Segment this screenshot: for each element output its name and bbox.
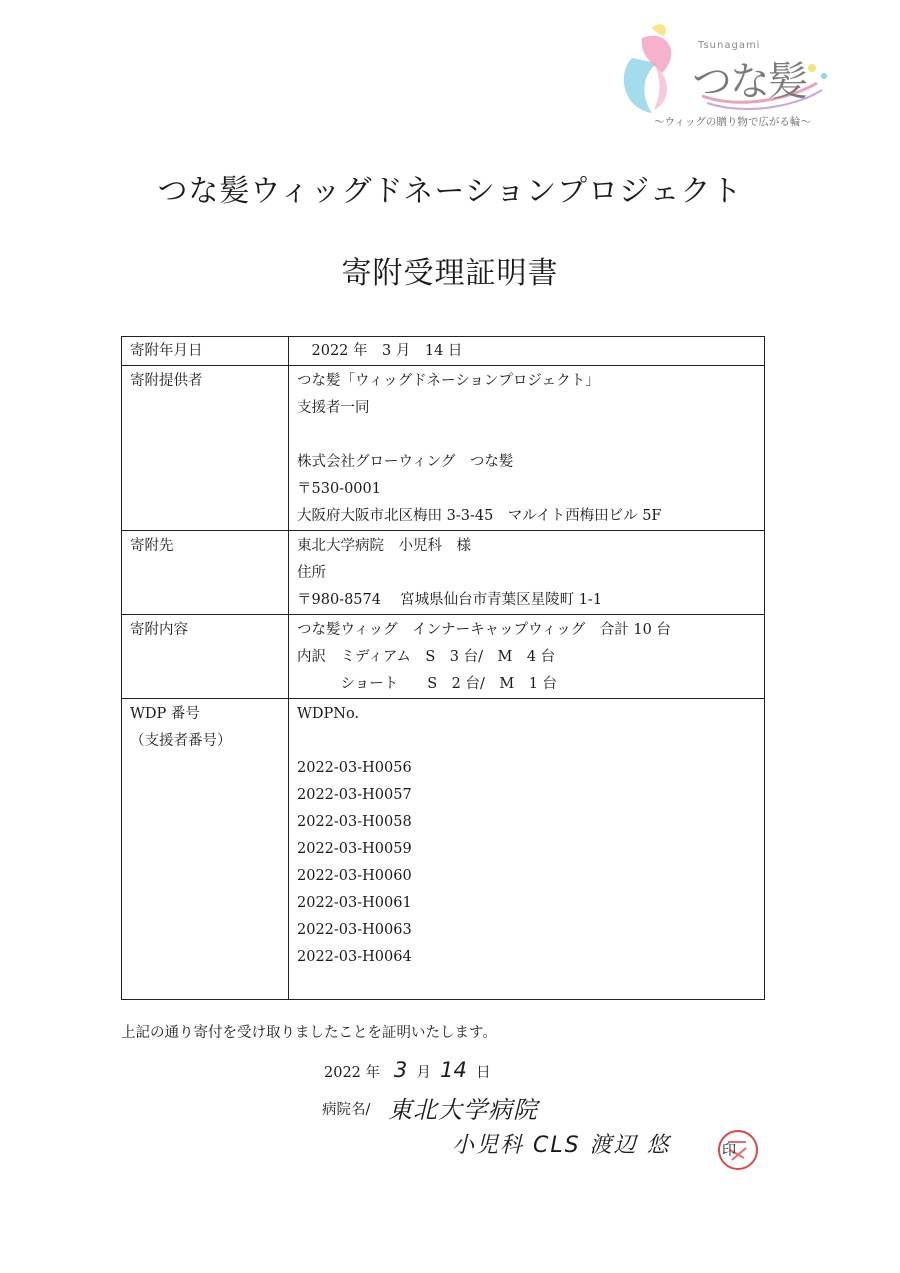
wdp-number: 2022-03-H0056 — [297, 760, 412, 776]
project-title: つな髪ウィッグドネーションプロジェクト — [157, 174, 743, 209]
wdp-number: 2022-03-H0058 — [297, 814, 412, 830]
signature-date — [324, 1058, 491, 1082]
donor-row — [122, 366, 765, 531]
content-line: 内訳 ミディアム S 3 台/ M 4 台 — [297, 649, 556, 665]
sig-month-handwritten: 3 — [393, 1058, 408, 1082]
wdp-number: 2022-03-H0057 — [297, 787, 412, 803]
logo-tagline: ～ウィッグの贈り物で広がる輪～ — [654, 116, 811, 128]
wdp-label-cell — [122, 699, 289, 1000]
wdp-value-cell — [289, 699, 765, 1000]
sig-day-handwritten: 14 — [440, 1058, 467, 1082]
date-row — [122, 337, 765, 366]
content-line: ショート S 2 台/ M 1 台 — [297, 676, 558, 692]
wdp-number: 2022-03-H0064 — [297, 949, 412, 965]
tsunagami-logo — [612, 18, 842, 130]
date-label: 寄附年月日 — [130, 343, 203, 359]
content-row — [122, 615, 765, 699]
seal-mark: 印 — [722, 1143, 736, 1159]
donor-spacer — [297, 422, 764, 449]
wdp-number: 2022-03-H0063 — [297, 922, 412, 938]
content-label-cell — [122, 615, 289, 699]
date-value-cell — [289, 337, 765, 366]
certification-statement: 上記の通り寄付を受け取りましたことを証明いたします。 — [121, 1025, 497, 1041]
wdp-number: 2022-03-H0059 — [297, 841, 412, 857]
donor-value-cell — [289, 366, 765, 531]
content-label: 寄附内容 — [130, 622, 188, 638]
recipient-row — [122, 531, 765, 615]
recipient-line: 〒980-8574 宮城県仙台市青葉区星陵町 1-1 — [297, 592, 603, 608]
donor-line: 株式会社グローウィング つな髪 — [297, 454, 514, 470]
wdp-number: 2022-03-H0060 — [297, 868, 412, 884]
hospital-name-handwritten: 東北大学病院 — [388, 1096, 538, 1124]
wdp-label: WDP 番号 — [130, 706, 200, 722]
sig-month-label: 月 — [416, 1065, 431, 1081]
content-line: つな髪ウィッグ インナーキャップウィッグ 合計 10 台 — [297, 622, 671, 638]
wdp-row — [122, 699, 765, 1000]
wdp-number: 2022-03-H0061 — [297, 895, 412, 911]
signer-handwritten: 小児科 CLS 渡辺 悠 — [452, 1133, 671, 1158]
recipient-line: 東北大学病院 小児科 様 — [297, 538, 471, 554]
hospital-label: 病院名/ — [322, 1102, 371, 1118]
date-value: 2022 年 3 月 14 日 — [297, 343, 463, 359]
sig-day-label: 日 — [476, 1065, 491, 1081]
donor-line: 大阪府大阪市北区梅田 3-3-45 マルイト西梅田ビル 5F — [297, 508, 662, 524]
donor-label-cell — [122, 366, 289, 531]
recipient-value-cell — [289, 531, 765, 615]
sig-year: 2022 年 — [324, 1065, 381, 1081]
donor-line: 〒530-0001 — [297, 481, 381, 497]
wdp-spacer — [297, 728, 764, 755]
donor-label: 寄附提供者 — [130, 373, 203, 389]
wdp-sublabel: （支援者番号） — [130, 733, 232, 749]
donor-line: 支援者一同 — [297, 400, 370, 416]
recipient-label-cell — [122, 531, 289, 615]
logo-romaji: Tsunagami — [698, 40, 761, 51]
wdp-header: WDPNo. — [297, 706, 360, 722]
donation-info-table — [121, 336, 765, 1000]
content-value-cell — [289, 615, 765, 699]
certificate-title: 寄附受理証明書 — [341, 256, 559, 291]
logo-wordmark: つな髪 — [692, 59, 806, 105]
donor-line: つな髪「ウィッグドネーションプロジェクト」 — [297, 373, 600, 389]
recipient-label: 寄附先 — [130, 538, 174, 554]
recipient-line: 住所 — [297, 565, 326, 581]
date-label-cell — [122, 337, 289, 366]
